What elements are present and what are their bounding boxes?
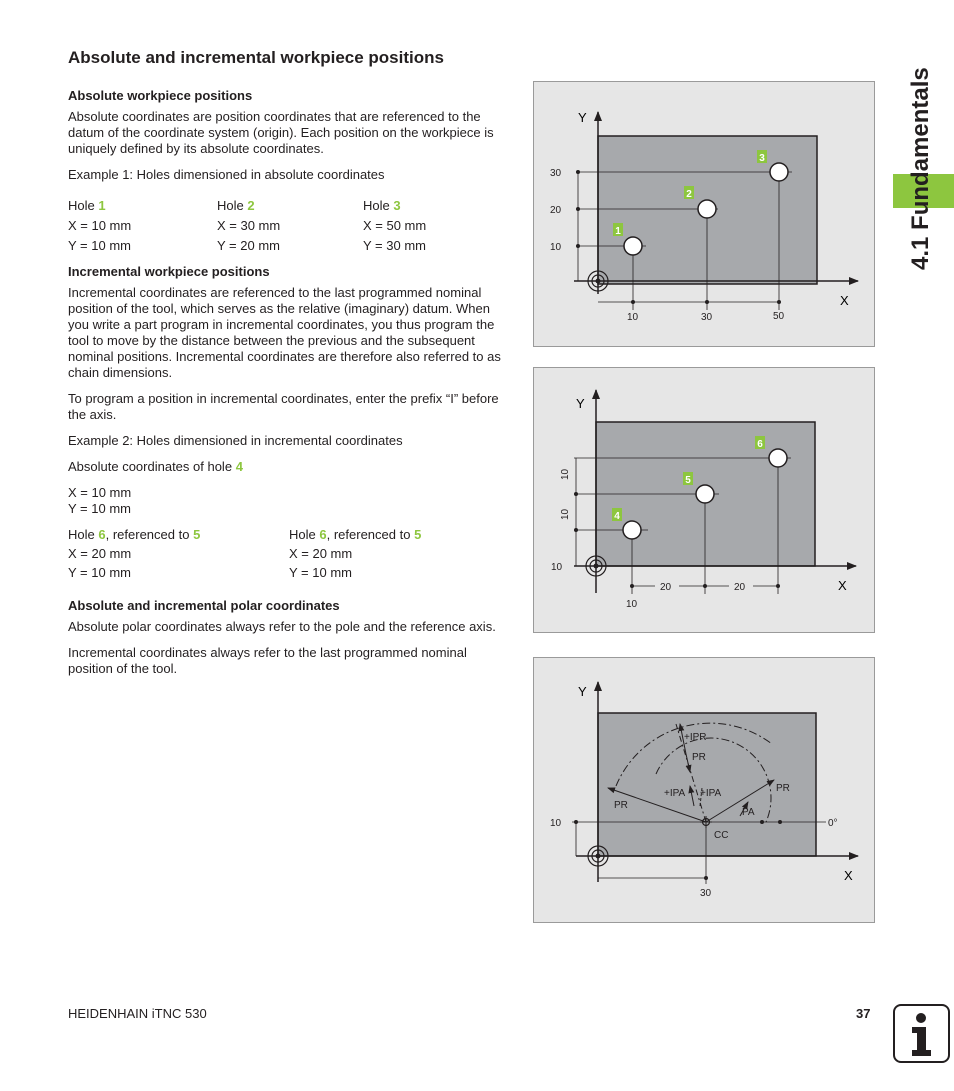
label-pr-right: PR — [776, 783, 790, 794]
footer-product: HEIDENHAIN iTNC 530 — [68, 1006, 207, 1021]
x-tick: 10 — [627, 312, 639, 323]
y-axis-label: Y — [578, 110, 587, 125]
x-axis-label: X — [844, 868, 853, 883]
para-incremental-2: To program a position in incremental coordinates, enter the prefix “I” before the axis. — [68, 391, 499, 422]
figure-incremental — [533, 367, 875, 633]
marker-4: 4 — [614, 511, 620, 522]
marker-1: 1 — [615, 226, 621, 237]
para-incremental-1: Incremental coordinates are referenced to the last programmed nominal position of the tool, which serves as the relative (imaginary) datum. When you write a part program in incremental coordinates, you thus program the tool to move by the distance between the previous and the subsequent nominal positions. Incremental coordinates are therefore also referred to as chain dimensions. — [68, 285, 501, 380]
hole-5 — [696, 485, 714, 503]
figure-absolute — [533, 81, 875, 347]
hole-3 — [770, 163, 788, 181]
ref-col-2: Hole 6, referenced to 5 X = 20 mm Y = 10 mm — [289, 527, 422, 580]
y-axis-label: Y — [578, 684, 587, 699]
heading-polar: Absolute and incremental polar coordinates — [68, 598, 340, 613]
marker-6: 6 — [757, 439, 763, 450]
y-tick: 10 — [550, 242, 562, 253]
label-ipa-2: +IPA — [700, 788, 722, 799]
x-dim: 20 — [734, 582, 746, 593]
info-icon — [893, 1004, 950, 1063]
heading-incremental: Incremental workpiece positions — [68, 264, 270, 279]
x-tick: 30 — [700, 888, 712, 899]
para-polar-2: Incremental coordinates always refer to the last programmed nominal position of the tool. — [68, 645, 467, 676]
marker-3: 3 — [759, 153, 765, 164]
hole-2 — [698, 200, 716, 218]
marker-2: 2 — [686, 189, 692, 200]
x-tick: 30 — [701, 312, 713, 323]
label-cc: CC — [714, 830, 729, 841]
x-tick: 50 — [773, 311, 785, 322]
hole-col-1: Hole 1 X = 10 mm Y = 10 mm — [68, 198, 132, 253]
label-zero-deg: 0° — [828, 818, 838, 829]
abs-hole-4: Absolute coordinates of hole 4 — [68, 459, 243, 474]
label-ipr: +IPR — [684, 732, 707, 743]
para-absolute: Absolute coordinates are position coordinates that are referenced to the datum of the coordinate system (origin). Each position on the workpiece is uniquely defined by its absolute coordinates. — [68, 109, 494, 156]
figure-polar — [533, 657, 875, 923]
example-2: Example 2: Holes dimensioned in incremental coordinates — [68, 433, 403, 448]
label-ipa-1: +IPA — [664, 788, 686, 799]
section-title: Absolute and incremental workpiece positions — [68, 48, 444, 67]
y-dim: 10 — [560, 468, 571, 480]
y-axis-label: Y — [576, 396, 585, 411]
chapter-title — [886, 60, 946, 280]
y-tick: 20 — [550, 205, 562, 216]
label-pa: PA — [742, 807, 755, 818]
y-tick: 30 — [550, 168, 562, 179]
hole-col-2: Hole 2 X = 30 mm Y = 20 mm — [217, 198, 281, 253]
para-polar-1: Absolute polar coordinates always refer to the pole and the reference axis. — [68, 619, 496, 634]
abs-hole-4-x: X = 10 mm — [68, 485, 132, 500]
hole-col-3: Hole 3 X = 50 mm Y = 30 mm — [363, 198, 427, 253]
x-dim: 20 — [660, 582, 672, 593]
ref-col-1: Hole 6, referenced to 5 X = 20 mm Y = 10 mm — [68, 527, 201, 580]
label-pr-left: PR — [614, 800, 628, 811]
y-tick: 10 — [550, 818, 562, 829]
hole-1 — [624, 237, 642, 255]
svg-text:4.1 Fundamentals: 4.1 Fundamentals — [907, 67, 934, 270]
example-1: Example 1: Holes dimensioned in absolute coordinates — [68, 167, 385, 182]
x-axis-label: X — [840, 293, 849, 308]
label-pr-top: PR — [692, 752, 706, 763]
page-number: 37 — [856, 1006, 871, 1021]
hole-4 — [623, 521, 641, 539]
hole-6 — [769, 449, 787, 467]
y-dim: 10 — [560, 508, 571, 520]
x-tick: 10 — [626, 599, 638, 610]
x-axis-label: X — [838, 578, 847, 593]
marker-5: 5 — [685, 475, 691, 486]
y-tick: 10 — [551, 562, 563, 573]
heading-absolute: Absolute workpiece positions — [68, 88, 253, 103]
abs-hole-4-y: Y = 10 mm — [68, 501, 131, 516]
